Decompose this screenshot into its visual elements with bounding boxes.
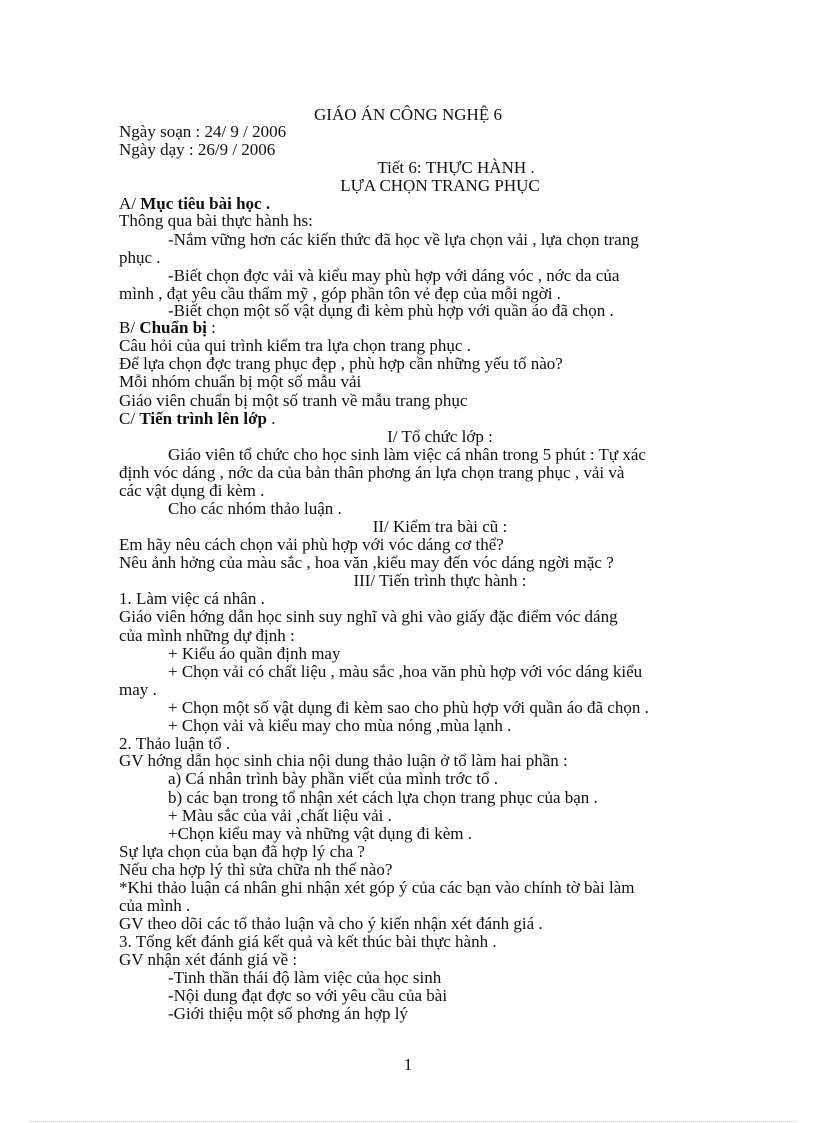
part-2-question-2: Nếu cha hợp lý thì sửa chữa nh thế nào? [119,860,393,879]
part-1-heading: 1. Làm việc cá nhân . [119,589,265,608]
c-2-line-1: Em hãy nêu cách chọn vải phù hợp với vóc dáng cơ thể? [119,535,504,554]
c-1-line-1: Giáo viên tổ chức cho học sinh làm việc cá nhân trong 5 phút : Tự xác [168,445,646,464]
c-subheading-1: I/ Tổ chức lớp : [387,427,493,446]
section-c-prefix: C/ [119,409,140,428]
a-intro: Thông qua bài thực hành hs: [119,211,313,230]
section-c-suffix: . [266,409,276,428]
a-item-2: -Biết chọn đợc vải và kiểu may phù hợp với dáng vóc , nớc da của [168,266,620,285]
date-prepare: Ngày soạn : 24/ 9 / 2006 [119,122,287,141]
section-a-title: Mục tiêu bài học . [140,194,271,213]
b-item-3: Mỗi nhóm chuẩn bị một số mẫu vải [119,372,362,391]
part-2-heading: 2. Thảo luận tổ . [119,734,231,753]
part-2-item-3: + Màu sắc của vải ,chất liệu vải . [168,806,392,825]
b-item-2: Để lựa chọn đợc trang phục đẹp , phù hợp cần những yếu tố nào? [119,354,563,373]
part-2-line-1: GV hớng dẫn học sinh chia nội dung thảo luận ở tổ làm hai phần : [119,751,568,770]
lesson-heading: Tiết 6: THỰC HÀNH . [377,158,535,177]
part-1-item-2: + Chọn vải có chất liệu , màu sắc ,hoa văn phù hợp với vóc dáng kiểu [168,662,643,681]
a-item-3: -Biết chọn một số vật dụng đi kèm phù hợp với quần áo đã chọn . [168,301,614,320]
lesson-subtitle: LỰA CHỌN TRANG PHỤC [340,176,540,195]
section-b-title: Chuẩn bị [139,318,207,337]
part-3-item-1: -Tinh thần thái độ làm việc của học sinh [168,968,442,987]
a-item-1-cont: phục . [119,248,161,267]
part-2-item-4: +Chọn kiểu may và những vật dụng đi kèm . [168,824,472,843]
section-a-prefix: A/ [119,194,141,213]
page-bottom-rule [30,1121,796,1122]
c-subheading-2: II/ Kiểm tra bài cũ : [372,517,508,536]
b-item-1: Câu hỏi của qui trình kiểm tra lựa chọn trang phục . [119,336,471,355]
part-1-line-2: của mình những dự định : [119,626,295,645]
a-item-1: -Nắm vững hơn các kiến thức đã học về lựa chọn vải , lựa chọn trang [168,230,639,249]
section-b-prefix: B/ [119,318,140,337]
part-2-note-1-cont: của mình . [119,896,191,915]
c-1-line-2: định vóc dáng , nớc da của bản thân phơng án lựa chọn trang phục , vải và [119,463,625,482]
part-3-item-3: -Giới thiệu một số phơng án hợp lý [168,1004,408,1023]
c-subheading-3: III/ Tiến trình thực hành : [353,571,527,590]
a-item-2-cont: mình , đạt yêu cầu thẩm mỹ , góp phần tôn vẻ đẹp của mỗi ngời . [119,284,561,303]
page-number: 1 [403,1055,413,1074]
part-1-item-1: + Kiểu áo quần định may [168,644,341,663]
doc-title: GIÁO ÁN CÔNG NGHỆ 6 [314,105,502,124]
part-2-item-2: b) các bạn trong tổ nhận xét cách lựa chọn trang phục của bạn . [168,788,598,807]
section-b-heading [119,319,719,337]
section-b-suffix: : [206,318,216,337]
part-2-question-1: Sự lựa chọn của bạn đã hợp lý cha ? [119,842,365,861]
part-3-item-2: -Nội dung đạt đợc so với yêu cầu của bài [168,986,448,1005]
c-1-line-3: các vật dụng đi kèm . [119,481,265,500]
c-2-line-2: Nêu ảnh hởng của màu sắc , hoa văn ,kiểu may đến vóc dáng ngời mặc ? [119,553,614,572]
part-3-line-1: GV nhận xét đánh giá về : [119,950,298,969]
part-1-line-1: Giáo viên hớng dẫn học sinh suy nghĩ và ghi vào giấy đặc điểm vóc dáng [119,607,618,626]
part-2-item-1: a) Cá nhân trình bày phần viết của mình trớc tổ . [168,769,499,788]
part-2-note-1: *Khi thảo luận cá nhân ghi nhận xét góp ý của các bạn vào chính tờ bài làm [119,878,635,897]
part-3-heading: 3. Tổng kết đánh giá kết quả và kết thúc bài thực hành . [119,932,497,951]
c-1-line-4: Cho các nhóm thảo luận . [168,499,342,518]
date-teach: Ngày dạy : 26/9 / 2006 [119,140,276,159]
part-1-item-3: + Chọn một số vật dụng đi kèm sao cho phù hợp với quần áo đã chọn . [168,698,649,717]
section-c-heading [119,410,719,428]
part-1-item-4: + Chọn vải và kiểu may cho mùa nóng ,mùa lạnh . [168,716,512,735]
b-item-4: Giáo viên chuẩn bị một số tranh về mẫu trang phục [119,391,468,410]
part-1-item-2-cont: may . [119,680,157,699]
part-2-note-2: GV theo dõi các tổ thảo luận và cho ý kiến nhận xét đánh giá . [119,914,543,933]
section-c-title: Tiến trình lên lớp [139,409,267,428]
